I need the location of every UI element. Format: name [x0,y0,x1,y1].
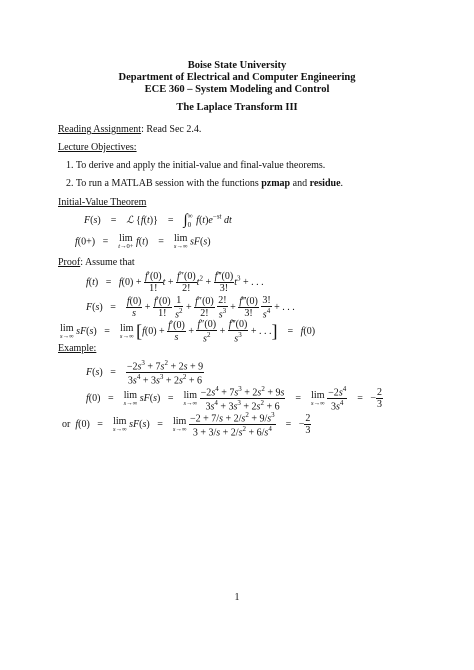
fn-residue: residue [309,178,341,189]
objective-2-mid: and [290,178,310,189]
proof-line [58,257,135,269]
example-label: Example: [58,343,97,354]
university-name: Boise State University [187,60,287,71]
reading-label: Reading Assignment [58,124,142,135]
equation-laplace-series: F(s) = $\frac{f(0)}{s}$ + $\frac{f'(0)}{1!}$ $\frac{1}{s^2}$ + $\frac{f''(0)}{2!}$ $\frac{2!}{s^3}$ + $\frac{f‴(0)}{3!}$ $\frac{3!}{s^4}$ + . . . [86,295,295,321]
equation-example-f0: f(0) = lim s→∞ sF(s) = lim s→∞ $\frac{-2s^4 + 7s^3 + 2s^2 + 9s}{3s^4 + 3s^3 + 2s^2 + 6}$ = lim s→∞ $\frac{-2s^4}{3s^4}$ = − $\frac{2}{3}$ [86,385,382,413]
ivt-heading-text: Initial-Value Theorem [58,197,147,208]
course-title: ECE 360 – System Modeling and Control [144,84,330,95]
objective-item-2 [66,178,343,190]
fn-pzmap: pzmap [261,178,291,189]
example-heading [58,343,96,355]
reading-text: : Read Sec 2.4. [141,124,202,135]
objective-2-end: . [340,178,344,189]
equation-example-f0-alt: or f(0) = lim s→∞ sF(s) = lim s→∞ $\frac{-2 + 7/s + 2/s^2 + 9/s^3}{3 + 3/s + 2/s^2 + 6/s^4}$ = − $\frac{2}{3}$ [62,411,311,439]
proof-text: : Assume that [80,257,135,268]
equation-taylor: f(t) = f(0) + $\frac{f'(0)}{1!}$ t + $\frac{f''(0)}{2!}$ $t^2$ + $\frac{f‴(0)}{3!}$ $t^3$ + . . . [86,271,264,294]
page-number: 1 [234,592,240,603]
objectives-heading [58,142,137,154]
equation-laplace-def: F(s) = ℒ {f(t)} = ∫∞0 $f(t)e^{-st}$ dt [84,212,232,229]
proof-label: Proof [58,257,81,268]
equation-example-F: F(s) = $\frac{-2s^3 + 7s^2 + 2s + 9}{3s^4 + 3s^3 + 2s^2 + 6}$ [86,359,204,387]
equation-ivt: f(0+) = lim t→0+ f(t) = lim s→∞ sF(s) [75,233,211,250]
objective-item-1: 1. To derive and apply the initial-value and final-value theorems. [66,160,326,171]
department-name: Department of Electrical and Computer Engineering [118,72,356,83]
objectives-heading-text: Lecture Objectives: [58,142,137,153]
equation-limit-proof: lim s→∞ sF(s) = lim s→∞ [f(0) + $\frac{f'(0)}{s}$ + $\frac{f''(0)}{s^2}$ + $\frac{f‴(0)}{s^3}$ + . . .] = f(0) [60,319,316,345]
lecture-title: The Laplace Transform III [176,102,298,113]
reading-assignment [58,124,201,136]
ivt-heading [58,197,146,209]
objective-2-prefix: 2. To run a MATLAB session with the functions [66,178,262,189]
